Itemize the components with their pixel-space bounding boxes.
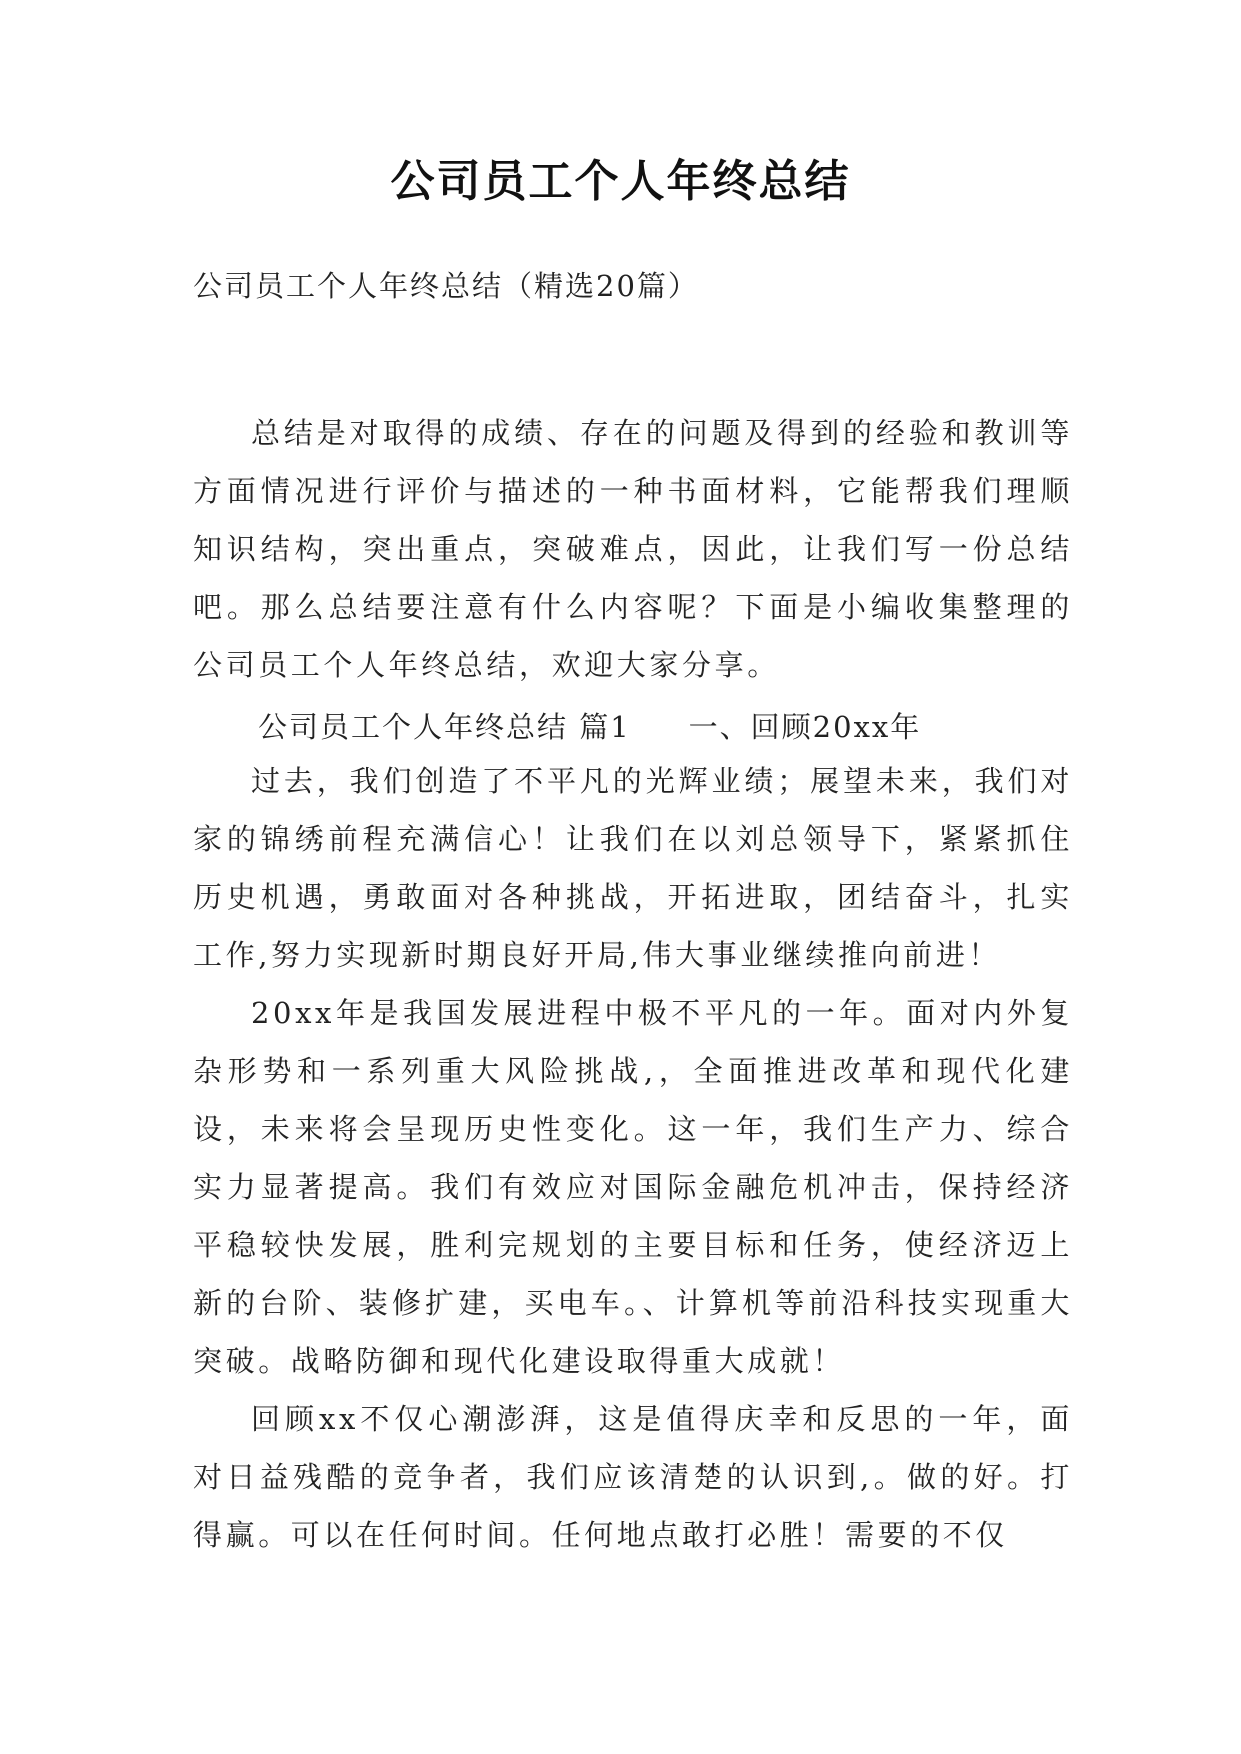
document-title: 公司员工个人年终总结: [390, 156, 851, 207]
section-subheading: 一、回顾20xx年: [688, 710, 922, 744]
section-heading: 公司员工个人年终总结 篇1: [258, 710, 631, 744]
intro-paragraph: 总结是对取得的成绩、存在的问题及得到的经验和教训等方面情况进行评价与描述的一种书面材料，它能帮我们理顺知识结构，突出重点，突破难点，因此，让我们写一份总结吧。那么总结要注意有什么内容呢？下面是小编收集整理的公司员工个人年终总结，欢迎大家分享。: [193, 416, 1073, 682]
main-text-block: [193, 752, 1073, 1564]
body-paragraph: 20xx年是我国发展进程中极不平凡的一年。面对内外复杂形势和一系列重大风险挑战,，全面推进改革和现代化建设，未来将会呈现历史性变化。这一年，我们生产力、综合实力显著提高。我们有效应对国际金融危机冲击，保持经济平稳较快发展，胜利完规划的主要目标和任务，使经济迈上新的台阶、装修扩建，买电车。、计算机等前沿科技实现重大突破。战略防御和现代化建设取得重大成就！: [193, 996, 1073, 1378]
body-paragraph: 回顾xx不仅心潮澎湃，这是值得庆幸和反思的一年，面对日益残酷的竞争者，我们应该清楚的认识到,。做的好。打得赢。可以在任何时间。任何地点敢打必胜！需要的不仅: [193, 1402, 1073, 1552]
document-subtitle: 公司员工个人年终总结（精选20篇）: [193, 269, 699, 303]
body-paragraph: 过去，我们创造了不平凡的光辉业绩；展望未来，我们对家的锦绣前程充满信心！让我们在以刘总领导下，紧紧抓住历史机遇，勇敢面对各种挑战，开拓进取，团结奋斗，扎实工作,努力实现新时期良好开局,伟大事业继续推向前进！: [193, 764, 1073, 972]
intro-block: [193, 404, 1073, 694]
section-heading-line: [258, 705, 921, 749]
